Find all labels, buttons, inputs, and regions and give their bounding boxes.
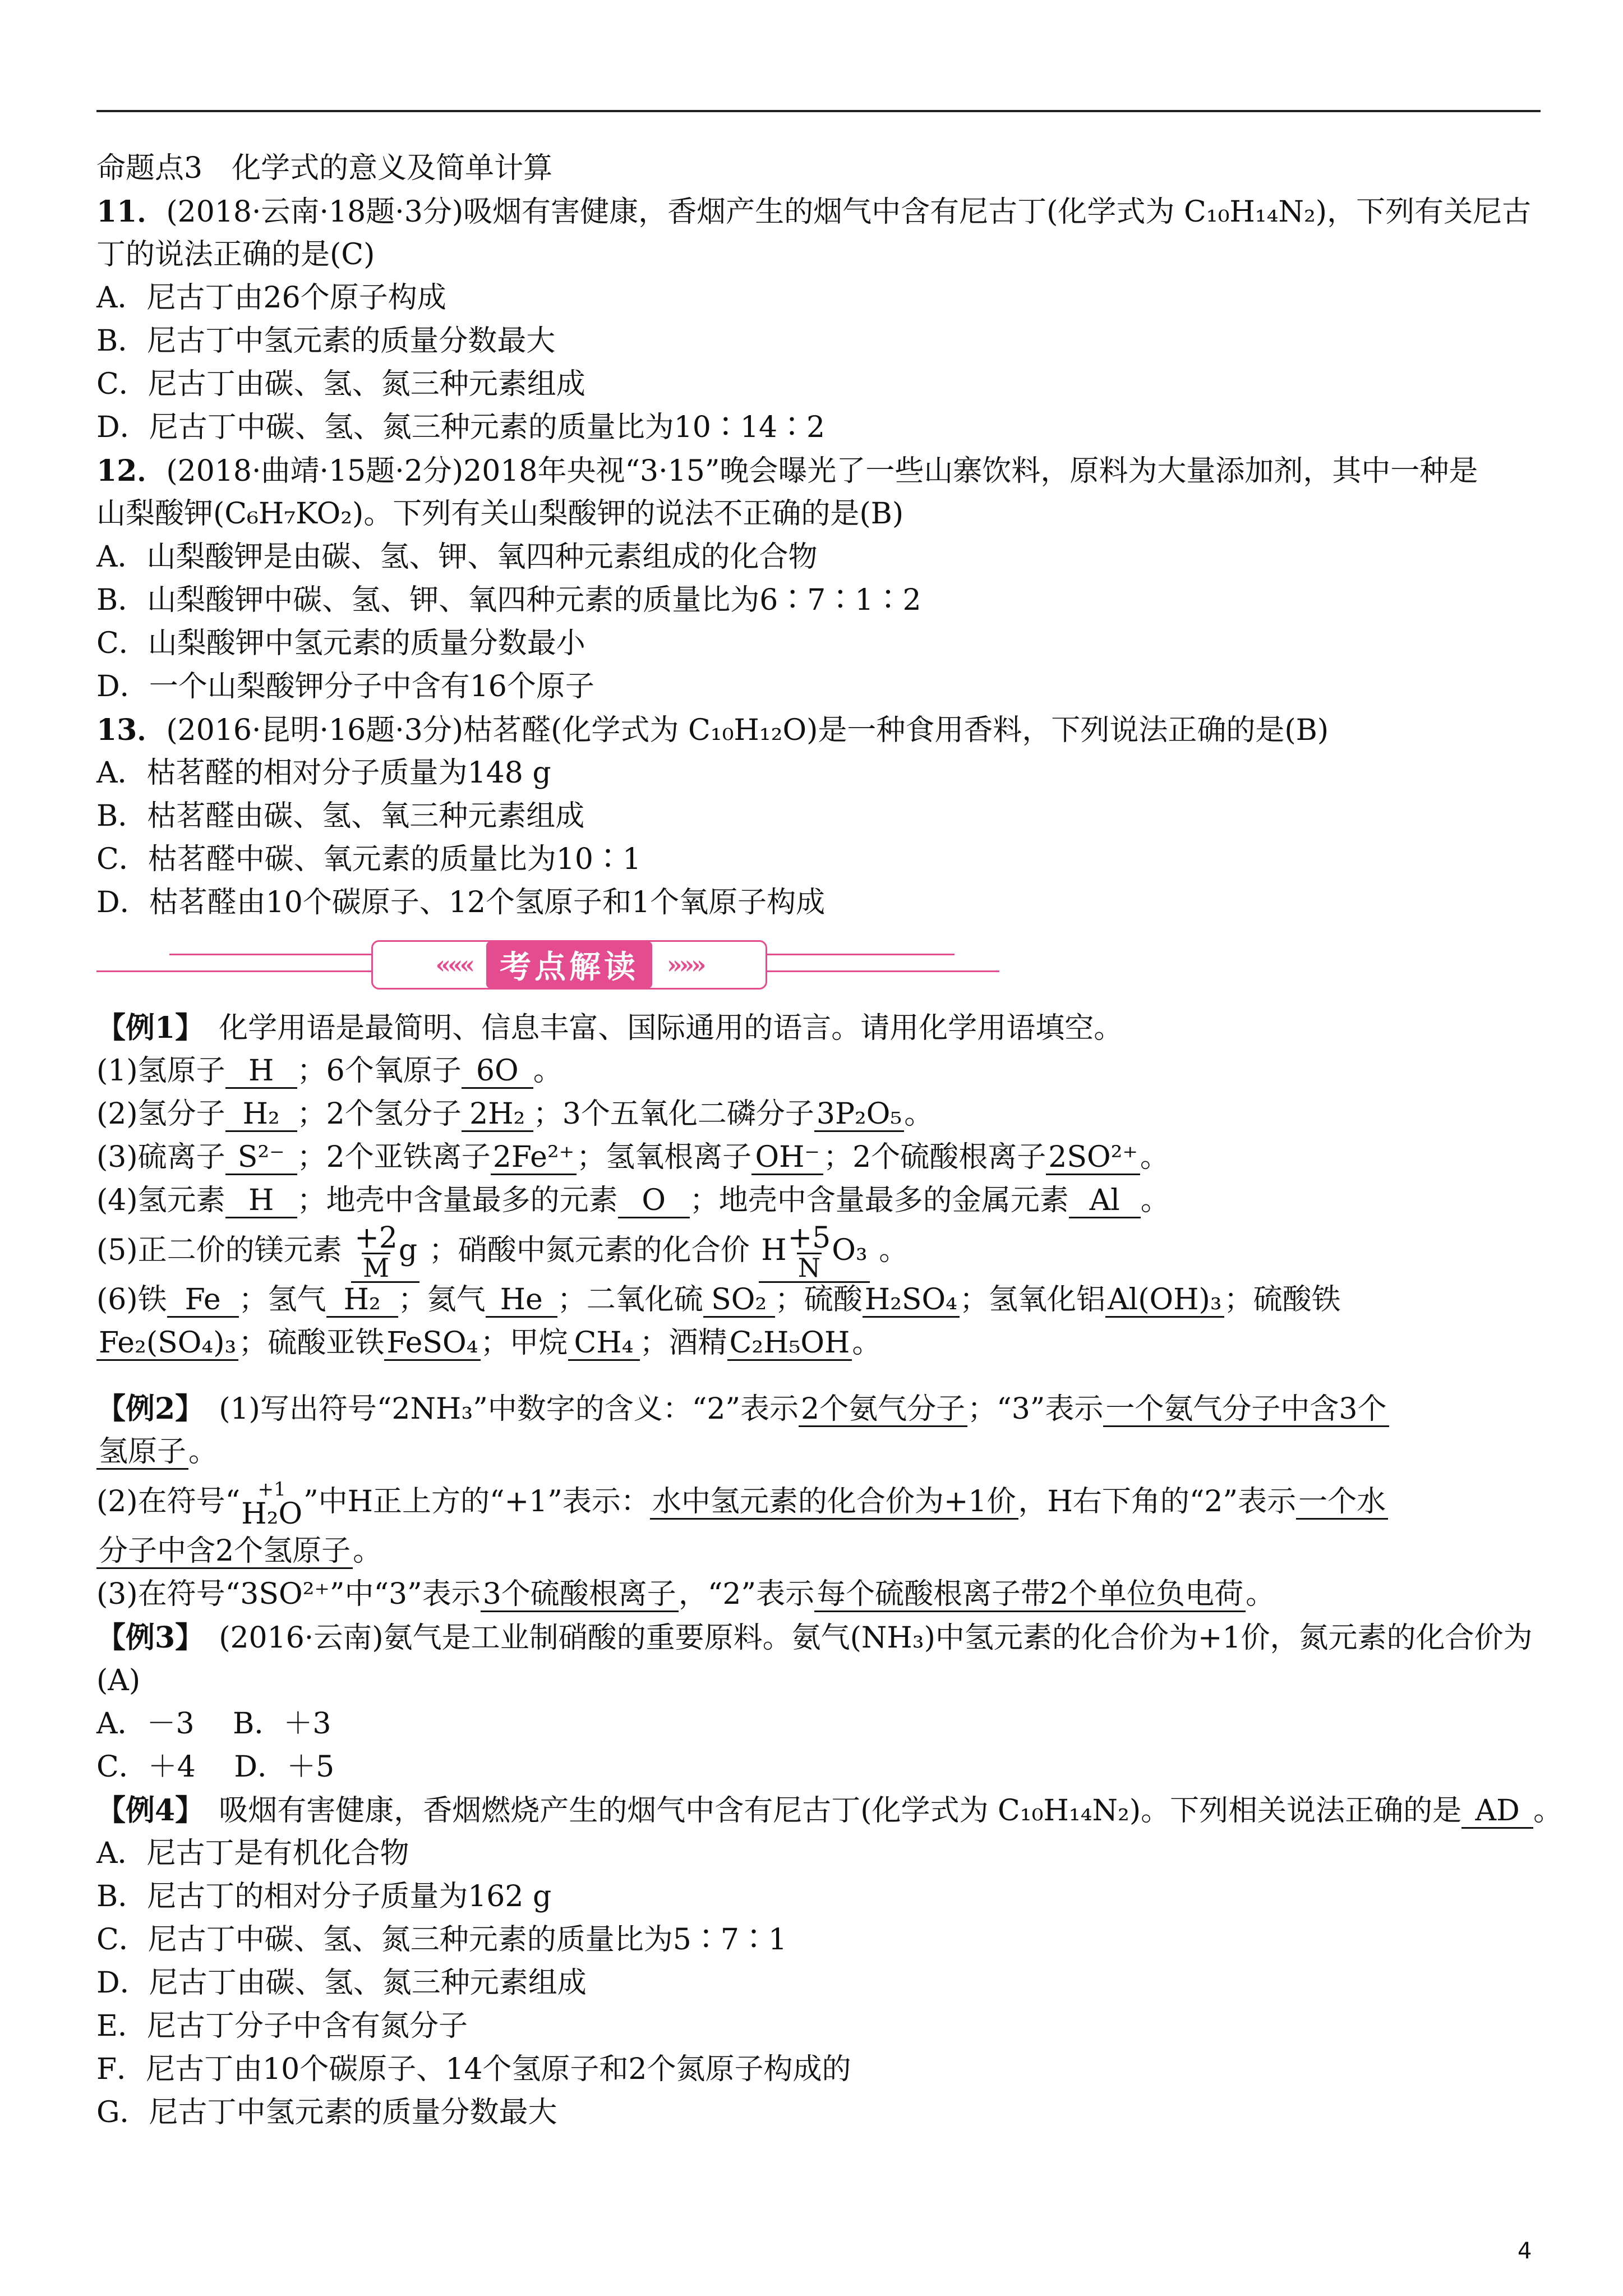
answer-blank: Al(OH)₃ xyxy=(1105,1283,1224,1318)
answer-blank: H₂ xyxy=(326,1283,398,1318)
answer-blank: FeSO₄ xyxy=(384,1327,480,1361)
answer-blank: CH₄ xyxy=(568,1327,640,1361)
answer-blank: H xyxy=(225,1184,297,1218)
valence-symbol: +1 H₂O xyxy=(241,1478,303,1531)
option: B．山梨酸钾中碳、氢、钾、氧四种元素的质量比为6∶7∶1∶2 xyxy=(96,583,921,617)
answer-blank: OH⁻ xyxy=(751,1141,823,1175)
banner-line xyxy=(169,954,371,955)
question-11-stem-cont: 丁的说法正确的是(C) xyxy=(96,238,375,272)
option: B．尼古丁的相对分子质量为162 g xyxy=(96,1880,552,1913)
answer-blank: 2H₂ xyxy=(462,1098,533,1132)
option: A．尼古丁由26个原子构成 xyxy=(96,281,446,315)
option: C．＋4 D．＋5 xyxy=(96,1750,335,1784)
answer-blank: 氢原子 xyxy=(96,1435,188,1470)
answer-blank: C₂H₅OH xyxy=(727,1327,852,1361)
example-2-row: 氢原子。 xyxy=(96,1430,1541,1474)
answer-blank: 分子中含2个氢原子 xyxy=(96,1535,353,1569)
example-1-row: Fe₂(SO₄)₃；硫酸亚铁FeSO₄；甲烷 CH₄ ；酒精C₂H₅OH。 xyxy=(96,1322,1541,1365)
example-1-row: (6)铁 Fe ；氢气 H₂ ；氦气 He ；二氧化硫 SO₂ ；硫酸H₂SO₄；氢氧化铝Al(OH)₃；硫酸铁 xyxy=(96,1283,1341,1317)
banner-title: 考点解读 xyxy=(486,941,652,988)
answer-blank: $\frac{+2}{M}$ g xyxy=(351,1223,419,1283)
answer-blank: AD xyxy=(1461,1795,1533,1829)
section-banner xyxy=(96,933,1541,1001)
option: B．枯茗醛由碳、氢、氧三种元素组成 xyxy=(96,799,585,833)
answer-blank: 2SO²⁺ xyxy=(1046,1141,1140,1175)
answer-blank: H xyxy=(225,1055,297,1089)
option: C．尼古丁中碳、氢、氮三种元素的质量比为5∶7∶1 xyxy=(96,1923,787,1957)
answer-blank: H₂ xyxy=(225,1098,297,1132)
oxidation-notation: $\frac{+5}{N}$ xyxy=(787,1221,831,1283)
example-1-row: (2)氢分子 H₂ ；2个氢分子 2H₂ ；3个五氧化二磷分子3P₂O₅。 xyxy=(96,1097,934,1131)
question-12-stem-cont: 山梨酸钾(C₆H₇KO₂)。下列有关山梨酸钾的说法不正确的是(B) xyxy=(96,497,904,531)
option: B．尼古丁中氢元素的质量分数最大 xyxy=(96,324,556,358)
question-11-stem: 11．(2018·云南·18题·3分)吸烟有害健康，香烟产生的烟气中含有尼古丁(化学式为 C₁₀H₁₄N₂)，下列有关尼古 xyxy=(96,195,1532,229)
section-heading: 命题点3 化学式的意义及简单计算 xyxy=(96,151,553,185)
option: A．尼古丁是有机化合物 xyxy=(96,1837,409,1870)
option: F．尼古丁由10个碳原子、14个氢原子和2个氮原子构成的 xyxy=(96,2053,851,2086)
answer-blank: 水中氢元素的化合价为+1价 xyxy=(650,1485,1018,1520)
answer-blank: Al xyxy=(1069,1184,1141,1218)
option: D．尼古丁由碳、氢、氮三种元素组成 xyxy=(96,1966,587,2000)
answer-blank: Fe₂(SO₄)₃ xyxy=(96,1327,238,1361)
example-2-row: (2)在符号“ +1 H₂O ”中H正上方的“+1”表示：水中氢元素的化合价为+1价，H右下角的“2”表示一个水 xyxy=(96,1474,1541,1530)
answer-blank: 每个硫酸根离子带2个单位负电荷 xyxy=(814,1578,1246,1612)
page-number: 4 xyxy=(1518,2238,1532,2264)
example-1-row: (3)硫离子 S²⁻ ；2个亚铁离子2Fe²⁺；氢氧根离子 OH⁻ ；2个硫酸根离子2SO²⁺。 xyxy=(96,1140,1169,1174)
example-4-stem: 【例4】 吸烟有害健康，香烟燃烧产生的烟气中含有尼古丁(化学式为 C₁₀H₁₄N₂)。下列相关说法正确的是 AD 。 xyxy=(96,1793,1563,1828)
option: G．尼古丁中氢元素的质量分数最大 xyxy=(96,2096,557,2129)
option: C．尼古丁由碳、氢、氮三种元素组成 xyxy=(96,367,585,401)
option: C．山梨酸钾中氢元素的质量分数最小 xyxy=(96,627,585,660)
oxidation-notation: $\frac{+2}{M}$ xyxy=(354,1221,398,1283)
example-1-intro: 【例1】 化学用语是最简明、信息丰富、国际通用的语言。请用化学用语填空。 xyxy=(96,1011,1123,1045)
answer-blank: 2Fe²⁺ xyxy=(491,1141,577,1175)
page-content xyxy=(96,147,1563,2134)
answer-blank: S²⁻ xyxy=(225,1141,297,1175)
option: D．一个山梨酸钾分子中含有16个原子 xyxy=(96,670,594,703)
chevron-right-icon: »»» xyxy=(667,950,703,979)
banner-line xyxy=(96,970,371,972)
option: A．－3 B．＋3 xyxy=(96,1707,331,1741)
chevron-left-icon: ««« xyxy=(435,950,472,979)
example-2-row: (3)在符号“3SO²⁺”中“3”表示3个硫酸根离子，“2”表示每个硫酸根离子带2个单位负电荷。 xyxy=(96,1577,1275,1611)
option: A．枯茗醛的相对分子质量为148 g xyxy=(96,756,551,790)
option: A．山梨酸钾是由碳、氢、钾、氧四种元素组成的化合物 xyxy=(96,540,818,574)
example-3-stem: 【例3】 (2016·云南)氨气是工业制硝酸的重要原料。氨气(NH₃)中氢元素的化合价为+1价，氮元素的化合价为 xyxy=(96,1621,1533,1655)
answer-blank: 3P₂O₅ xyxy=(814,1098,904,1132)
answer-blank: He xyxy=(486,1283,557,1318)
question-12-stem: 12．(2018·曲靖·15题·2分)2018年央视“3·15”晚会曝光了一些山寨饮料，原料为大量添加剂，其中一种是 xyxy=(96,454,1478,488)
example-1-row: (5)正二价的镁元素 $\frac{+2}{M}$ g ；硝酸中氮元素的化合价 H $\frac{+5}{N}$ O₃ 。 xyxy=(96,1221,909,1283)
example-2-row: 【例2】 (1)写出符号“2NH₃”中数字的含义：“2”表示2个氨气分子；“3”表示一个氨气分子中含3个 xyxy=(96,1387,1541,1430)
answer-blank: H $\frac{+5}{N}$ O₃ xyxy=(759,1223,870,1283)
answer-blank: O xyxy=(618,1184,690,1218)
option: D．尼古丁中碳、氢、氮三种元素的质量比为10∶14∶2 xyxy=(96,411,826,444)
answer-blank: 一个氨气分子中含3个 xyxy=(1103,1393,1389,1427)
example-2-row: 分子中含2个氢原子。 xyxy=(96,1530,1541,1573)
option: C．枯茗醛中碳、氧元素的质量比为10∶1 xyxy=(96,843,642,876)
banner-line xyxy=(764,954,955,955)
option: D．枯茗醛由10个碳原子、12个氢原子和1个氧原子构成 xyxy=(96,886,826,919)
example-1-row: (4)氢元素 H ；地壳中含量最多的元素 O ；地壳中含量最多的金属元素 Al 。 xyxy=(96,1184,1170,1217)
banner-line xyxy=(764,970,999,972)
banner-box xyxy=(371,940,767,990)
answer-blank: 一个水 xyxy=(1296,1485,1388,1520)
example-3-answer: (A) xyxy=(96,1664,141,1697)
answer-blank: 6O xyxy=(462,1055,533,1089)
answer-blank: SO₂ xyxy=(703,1283,775,1318)
answer-blank: 2个氨气分子 xyxy=(799,1393,967,1427)
answer-blank: 3个硫酸根离子 xyxy=(481,1578,679,1612)
example-1-row: (1)氢原子 H ；6个氧原子 6O 。 xyxy=(96,1054,562,1088)
question-13-stem: 13．(2016·昆明·16题·3分)枯茗醛(化学式为 C₁₀H₁₂O)是一种食用香料，下列说法正确的是(B) xyxy=(96,713,1329,747)
option: E．尼古丁分子中含有氮分子 xyxy=(96,2009,468,2043)
header-rule xyxy=(96,110,1541,112)
answer-blank: Fe xyxy=(167,1283,239,1318)
answer-blank: H₂SO₄ xyxy=(863,1283,960,1318)
